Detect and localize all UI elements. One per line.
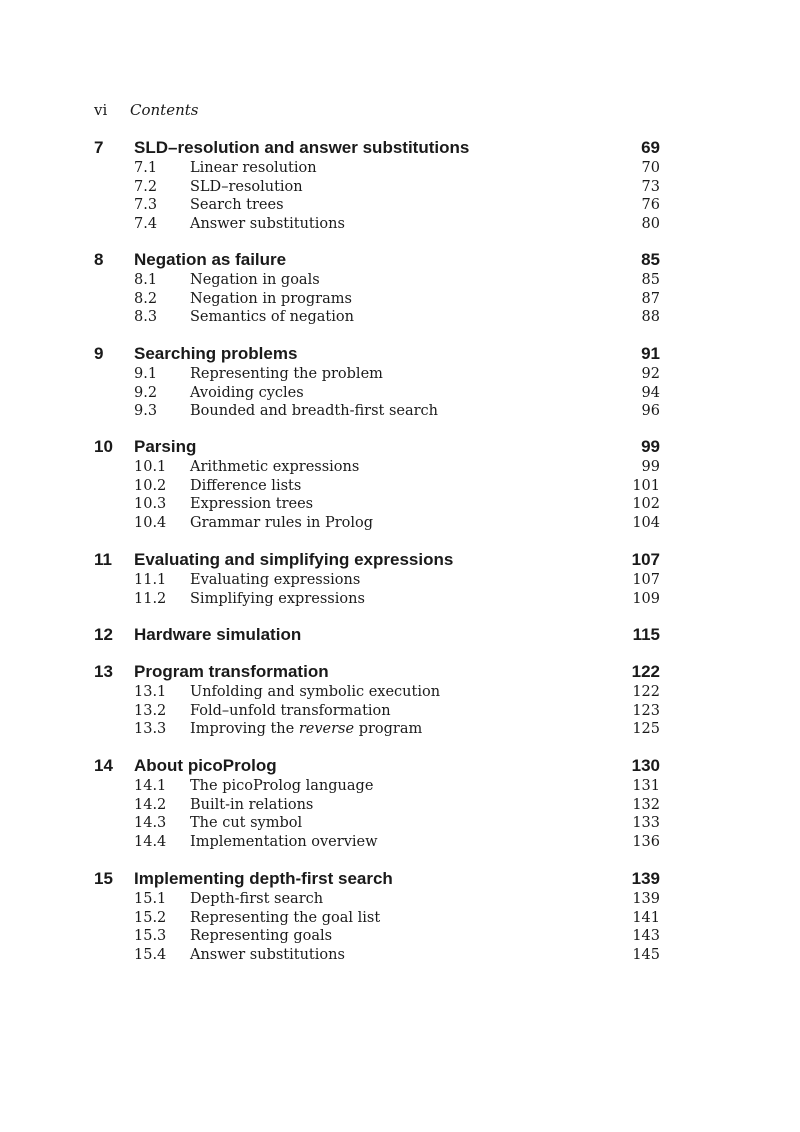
section-page-number: 76 bbox=[641, 197, 660, 214]
toc-section-row bbox=[94, 514, 660, 533]
toc-section-row bbox=[94, 890, 660, 909]
chapter-title: Program transformation bbox=[134, 662, 329, 681]
section-page-number: 132 bbox=[632, 796, 660, 813]
section-number: 8.3 bbox=[134, 309, 158, 326]
section-number: 10.4 bbox=[134, 515, 167, 532]
toc-section-row bbox=[94, 495, 660, 514]
section-title: Implementation overview bbox=[190, 834, 378, 851]
running-head bbox=[94, 101, 198, 119]
section-title: Arithmetic expressions bbox=[190, 459, 360, 475]
section-number: 15.1 bbox=[134, 891, 167, 907]
section-page-number: 131 bbox=[632, 778, 660, 794]
section-number: 14.4 bbox=[134, 834, 167, 851]
section-number: 13.3 bbox=[134, 721, 167, 738]
section-page-number: 122 bbox=[632, 684, 660, 700]
toc-section-row bbox=[94, 290, 660, 309]
section-title-part: program bbox=[354, 721, 423, 738]
toc-section-row bbox=[94, 909, 660, 928]
section-page-number: 99 bbox=[641, 459, 660, 475]
section-title: Representing the problem bbox=[190, 366, 383, 382]
chapter-heading bbox=[94, 549, 660, 571]
section-title: Negation in goals bbox=[190, 272, 320, 288]
section-page-number: 143 bbox=[632, 928, 660, 945]
section-page-number: 70 bbox=[641, 160, 660, 176]
toc-section-row bbox=[94, 814, 660, 833]
chapter-heading bbox=[94, 755, 660, 777]
section-title: Built-in relations bbox=[190, 796, 314, 813]
chapter-number: 7 bbox=[94, 138, 104, 157]
toc-section-row bbox=[94, 571, 660, 590]
chapter-heading bbox=[94, 868, 660, 890]
toc-chapter-13 bbox=[94, 661, 660, 739]
toc-chapter-15 bbox=[94, 868, 660, 965]
chapter-title: Searching problems bbox=[134, 344, 298, 363]
toc-section-row bbox=[94, 458, 660, 477]
chapter-page-number: 130 bbox=[631, 756, 660, 775]
section-title: The cut symbol bbox=[190, 815, 303, 832]
section-title-part: Improving the bbox=[190, 721, 299, 738]
section-number: 7.3 bbox=[134, 197, 158, 214]
section-page-number: 85 bbox=[641, 272, 660, 288]
toc-chapter-11 bbox=[94, 549, 660, 608]
section-page-number: 104 bbox=[632, 515, 660, 532]
toc-section-row bbox=[94, 196, 660, 215]
section-title: Semantics of negation bbox=[190, 309, 354, 326]
chapter-title: Evaluating and simplifying expressions bbox=[134, 550, 454, 569]
chapter-heading bbox=[94, 661, 660, 683]
toc-section-row bbox=[94, 702, 660, 721]
chapter-number: 15 bbox=[94, 869, 113, 888]
section-page-number: 141 bbox=[632, 909, 660, 926]
chapter-title: About picoProlog bbox=[134, 756, 277, 775]
section-page-number: 109 bbox=[632, 590, 660, 607]
chapter-number: 12 bbox=[94, 625, 113, 644]
chapter-page-number: 91 bbox=[641, 344, 660, 363]
chapter-page-number: 69 bbox=[641, 138, 660, 157]
toc-section-row bbox=[94, 384, 660, 403]
toc-chapter-14 bbox=[94, 755, 660, 852]
section-number: 15.3 bbox=[134, 928, 167, 945]
toc-section-row bbox=[94, 777, 660, 796]
section-page-number: 133 bbox=[632, 815, 660, 832]
section-title: Depth-first search bbox=[190, 891, 324, 907]
section-page-number: 123 bbox=[632, 702, 660, 719]
section-title: Negation in programs bbox=[190, 290, 352, 307]
chapter-page-number: 122 bbox=[631, 662, 660, 681]
section-title: The picoProlog language bbox=[190, 778, 374, 794]
section-number: 8.1 bbox=[134, 272, 158, 288]
section-number: 9.1 bbox=[134, 366, 158, 382]
toc-section-row bbox=[94, 271, 660, 290]
page-folio: vi bbox=[94, 101, 108, 119]
toc-section-row bbox=[94, 796, 660, 815]
toc-section-row bbox=[94, 365, 660, 384]
chapter-title: Hardware simulation bbox=[134, 625, 302, 644]
section-page-number: 94 bbox=[641, 384, 660, 401]
section-title: Simplifying expressions bbox=[190, 590, 365, 607]
toc-section-row bbox=[94, 927, 660, 946]
section-title: Representing the goal list bbox=[190, 909, 381, 926]
section-number: 15.2 bbox=[134, 909, 167, 926]
section-page-number: 92 bbox=[641, 366, 660, 382]
section-page-number: 88 bbox=[641, 309, 660, 326]
section-title: Bounded and breadth-first search bbox=[190, 403, 439, 420]
section-number: 14.3 bbox=[134, 815, 167, 832]
section-page-number: 136 bbox=[632, 834, 660, 851]
toc-section-row bbox=[94, 215, 660, 234]
section-number: 10.3 bbox=[134, 496, 167, 513]
chapter-title: Parsing bbox=[134, 437, 197, 456]
section-page-number: 107 bbox=[632, 572, 660, 588]
toc-section-row bbox=[94, 683, 660, 702]
section-page-number: 87 bbox=[641, 290, 660, 307]
toc-chapter-8 bbox=[94, 249, 660, 327]
section-number: 11.1 bbox=[134, 572, 167, 588]
chapter-page-number: 99 bbox=[641, 437, 660, 456]
toc-section-row bbox=[94, 308, 660, 327]
section-number: 10.2 bbox=[134, 477, 167, 494]
section-number: 15.4 bbox=[134, 947, 167, 964]
chapter-heading bbox=[94, 624, 660, 646]
section-title: Linear resolution bbox=[190, 160, 317, 176]
section-number: 11.2 bbox=[134, 590, 167, 607]
chapter-heading bbox=[94, 137, 660, 159]
chapter-page-number: 85 bbox=[641, 250, 660, 269]
section-title: Representing goals bbox=[190, 928, 333, 945]
section-title: Answer substitutions bbox=[190, 216, 345, 233]
toc-section-row bbox=[94, 833, 660, 852]
section-number: 13.2 bbox=[134, 702, 167, 719]
toc-section-row bbox=[94, 720, 660, 739]
chapter-title: SLD–resolution and answer substitutions bbox=[134, 138, 470, 157]
section-page-number: 96 bbox=[641, 403, 660, 420]
section-number: 9.2 bbox=[134, 384, 158, 401]
section-title: Fold–unfold transformation bbox=[190, 702, 391, 719]
section-number: 8.2 bbox=[134, 290, 158, 307]
running-head-title: Contents bbox=[130, 101, 199, 119]
toc-chapter-12 bbox=[94, 624, 660, 646]
toc-section-row bbox=[94, 477, 660, 496]
chapter-page-number: 107 bbox=[631, 550, 660, 569]
section-number: 7.4 bbox=[134, 216, 158, 233]
section-number: 7.2 bbox=[134, 178, 158, 195]
section-title: Expression trees bbox=[190, 496, 314, 513]
section-title: Difference lists bbox=[190, 477, 302, 494]
section-page-number: 73 bbox=[641, 178, 660, 195]
section-number: 14.2 bbox=[134, 796, 167, 813]
section-title: Search trees bbox=[190, 197, 284, 214]
chapter-heading bbox=[94, 436, 660, 458]
toc-chapter-9 bbox=[94, 343, 660, 421]
section-number: 14.1 bbox=[134, 778, 167, 794]
section-page-number: 102 bbox=[632, 496, 660, 513]
chapter-heading bbox=[94, 343, 660, 365]
section-title: Unfolding and symbolic execution bbox=[190, 684, 441, 700]
chapter-heading bbox=[94, 249, 660, 271]
chapter-number: 9 bbox=[94, 344, 104, 363]
chapter-number: 10 bbox=[94, 437, 113, 456]
toc-section-row bbox=[94, 946, 660, 965]
section-number: 9.3 bbox=[134, 403, 158, 420]
section-number: 13.1 bbox=[134, 684, 167, 700]
toc-section-row bbox=[94, 402, 660, 421]
section-title: Avoiding cycles bbox=[190, 384, 304, 401]
section-page-number: 101 bbox=[632, 477, 660, 494]
section-number: 7.1 bbox=[134, 160, 158, 176]
chapter-title: Negation as failure bbox=[134, 250, 287, 269]
section-title: Answer substitutions bbox=[190, 947, 345, 964]
chapter-number: 14 bbox=[94, 756, 113, 775]
chapter-title: Implementing depth-first search bbox=[134, 869, 393, 888]
section-title-italic-part: reverse bbox=[298, 721, 355, 738]
section-title bbox=[190, 720, 422, 739]
chapter-page-number: 115 bbox=[632, 625, 660, 644]
section-title: SLD–resolution bbox=[190, 178, 303, 195]
section-title: Grammar rules in Prolog bbox=[190, 515, 374, 532]
toc-section-row bbox=[94, 590, 660, 609]
toc-section-row bbox=[94, 178, 660, 197]
section-page-number: 145 bbox=[632, 947, 660, 964]
toc-section-row bbox=[94, 159, 660, 178]
section-page-number: 139 bbox=[632, 891, 660, 907]
chapter-number: 11 bbox=[94, 550, 112, 569]
section-page-number: 80 bbox=[641, 216, 660, 233]
toc-chapter-10 bbox=[94, 436, 660, 533]
chapter-page-number: 139 bbox=[631, 869, 660, 888]
chapter-number: 13 bbox=[94, 662, 113, 681]
toc-chapter-7 bbox=[94, 137, 660, 234]
chapter-number: 8 bbox=[94, 250, 104, 269]
section-page-number: 125 bbox=[632, 721, 660, 738]
section-number: 10.1 bbox=[134, 459, 167, 475]
section-title: Evaluating expressions bbox=[190, 572, 361, 588]
